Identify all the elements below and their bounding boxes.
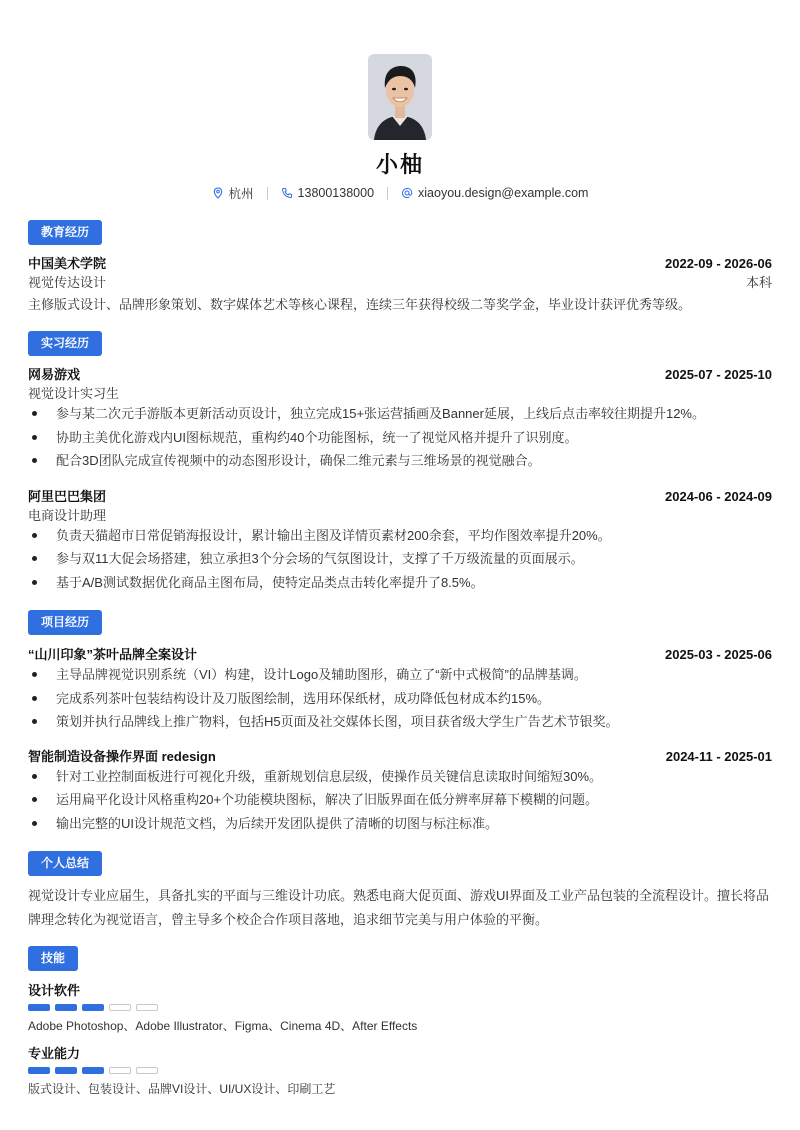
skill-level-bar [28, 1067, 772, 1074]
contact-divider [267, 187, 268, 200]
location-pin-icon [212, 187, 224, 199]
city-text: 杭州 [228, 187, 254, 201]
candidate-name: 小柚 [375, 152, 424, 177]
skill-segment-filled [55, 1067, 77, 1074]
skill-segment-filled [82, 1004, 104, 1011]
contact-info [0, 184, 800, 202]
bullet-list [28, 765, 772, 836]
list-item: 针对工业控制面板进行可视化升级，重新规划信息层级，使操作员关键信息读取时间缩短30%。 [28, 765, 772, 789]
section-tag-summary: 个人总结 [28, 851, 102, 876]
contact-city [212, 184, 254, 202]
internship-date: 2024-06 - 2024-09 [665, 488, 772, 504]
entry-header [28, 644, 772, 663]
list-item: 参与某二次元手游版本更新活动页设计，独立完成15+张运营插画及Banner延展，上线后点击率较往期提升12%。 [28, 402, 772, 426]
internship-section [28, 331, 772, 594]
project-entry [28, 644, 772, 734]
list-item: 负责天猫超市日常促销海报设计，累计输出主图及详情页素材200余套，平均作图效率提升20%。 [28, 524, 772, 548]
email-text: xiaoyou.design@example.com [418, 186, 589, 200]
person-portrait-icon [368, 54, 432, 140]
list-item: 策划并执行品牌线上推广物料，包括H5页面及社交媒体长图，项目获省级大学生广告艺术节银奖。 [28, 710, 772, 734]
section-tag-education: 教育经历 [28, 220, 102, 245]
skill-description: 版式设计、包装设计、品牌VI设计、UI/UX设计、印刷工艺 [28, 1082, 336, 1096]
contact-email[interactable] [401, 186, 588, 200]
list-item: 输出完整的UI设计规范文档，为后续开发团队提供了清晰的切图与标注标准。 [28, 812, 772, 836]
list-item: 基于A/B测试数据优化商品主图布局，使特定品类点击转化率提升了8.5%。 [28, 571, 772, 595]
section-tag-projects: 项目经历 [28, 610, 102, 635]
list-item: 配合3D团队完成宣传视频中的动态图形设计，确保二维元素与三维场景的视觉融合。 [28, 449, 772, 473]
skill-description: Adobe Photoshop、Adobe Illustrator、Figma、Cinema 4D、After Effects [28, 1019, 418, 1033]
degree: 本科 [745, 275, 772, 290]
major: 视觉传达设计 [28, 275, 107, 290]
job-role: 电商设计助理 [28, 507, 107, 523]
skills-section [28, 946, 772, 1097]
school-name: 中国美术学院 [28, 256, 107, 271]
list-item: 主导品牌视觉识别系统（VI）构建，设计Logo及辅助图形，确立了“新中式极简”的品牌基调。 [28, 663, 772, 687]
contact-phone[interactable] [281, 186, 374, 200]
bullet-list [28, 524, 772, 595]
skill-title: 专业能力 [28, 1046, 81, 1061]
education-date: 2022-09 - 2026-06 [665, 256, 772, 271]
skill-segment-filled [55, 1004, 77, 1011]
company-name: 阿里巴巴集团 [28, 488, 107, 504]
skill-segment-filled [82, 1067, 104, 1074]
education-section [28, 220, 772, 317]
project-title: 智能制造设备操作界面 redesign [28, 748, 216, 764]
resume-content [28, 220, 772, 1097]
internship-entry [28, 486, 772, 595]
skill-segment-empty [109, 1067, 131, 1074]
entry-header [28, 364, 772, 383]
contact-divider [387, 187, 388, 200]
company-name: 网易游戏 [28, 367, 81, 382]
internship-entry [28, 364, 772, 473]
bullet-list [28, 402, 772, 473]
education-description: 主修版式设计、品牌形象策划、数字媒体艺术等核心课程，连续三年获得校级二等奖学金，毕业设计获评优秀等级。 [28, 297, 692, 312]
project-title: “山川印象”茶叶品牌全案设计 [28, 647, 198, 662]
list-item: 协助主美优化游戏内UI图标规范，重构约40个功能图标，统一了视觉风格并提升了识别度。 [28, 426, 772, 450]
skill-segment-empty [136, 1004, 158, 1011]
summary-section [28, 851, 772, 932]
project-date: 2024-11 - 2025-01 [665, 748, 772, 764]
skill-segment-empty [109, 1004, 131, 1011]
entry-header [28, 253, 772, 272]
skill-segment-filled [28, 1067, 50, 1074]
section-tag-skills: 技能 [28, 946, 78, 971]
list-item: 运用扁平化设计风格重构20+个功能模块图标，解决了旧版界面在低分辨率屏幕下模糊的问题。 [28, 788, 772, 812]
entry-header [28, 746, 772, 765]
project-entry [28, 746, 772, 836]
at-sign-icon [401, 187, 413, 199]
internship-date: 2025-07 - 2025-10 [665, 367, 772, 382]
list-item: 完成系列茶叶包装结构设计及刀版图绘制，选用环保纸材，成功降低包材成本约15%。 [28, 687, 772, 711]
summary-text: 视觉设计专业应届生，具备扎实的平面与三维设计功底。熟悉电商大促页面、游戏UI界面及工业产品包装的全流程设计。擅长将品牌理念转化为视觉语言，曾主导多个校企合作项目落地，追求细节完美与用户体验的平衡。 [28, 888, 770, 927]
phone-text: 13800138000 [297, 186, 375, 200]
section-tag-internship: 实习经历 [28, 331, 102, 356]
skill-group [28, 980, 772, 1034]
skill-segment-empty [136, 1067, 158, 1074]
skill-title: 设计软件 [28, 983, 81, 998]
skill-segment-filled [28, 1004, 50, 1011]
skill-level-bar [28, 1004, 772, 1011]
projects-section [28, 610, 772, 835]
job-role: 视觉设计实习生 [28, 386, 120, 401]
bullet-list [28, 663, 772, 734]
entry-subheader [28, 272, 772, 291]
education-entry [28, 253, 772, 317]
list-item: 参与双11大促会场搭建，独立承担3个分会场的气氛图设计，支撑了千万级流量的页面展示。 [28, 547, 772, 571]
profile-photo [368, 54, 432, 140]
phone-icon [281, 187, 293, 199]
entry-header [28, 486, 772, 505]
project-date: 2025-03 - 2025-06 [665, 647, 772, 662]
skill-group [28, 1043, 772, 1097]
